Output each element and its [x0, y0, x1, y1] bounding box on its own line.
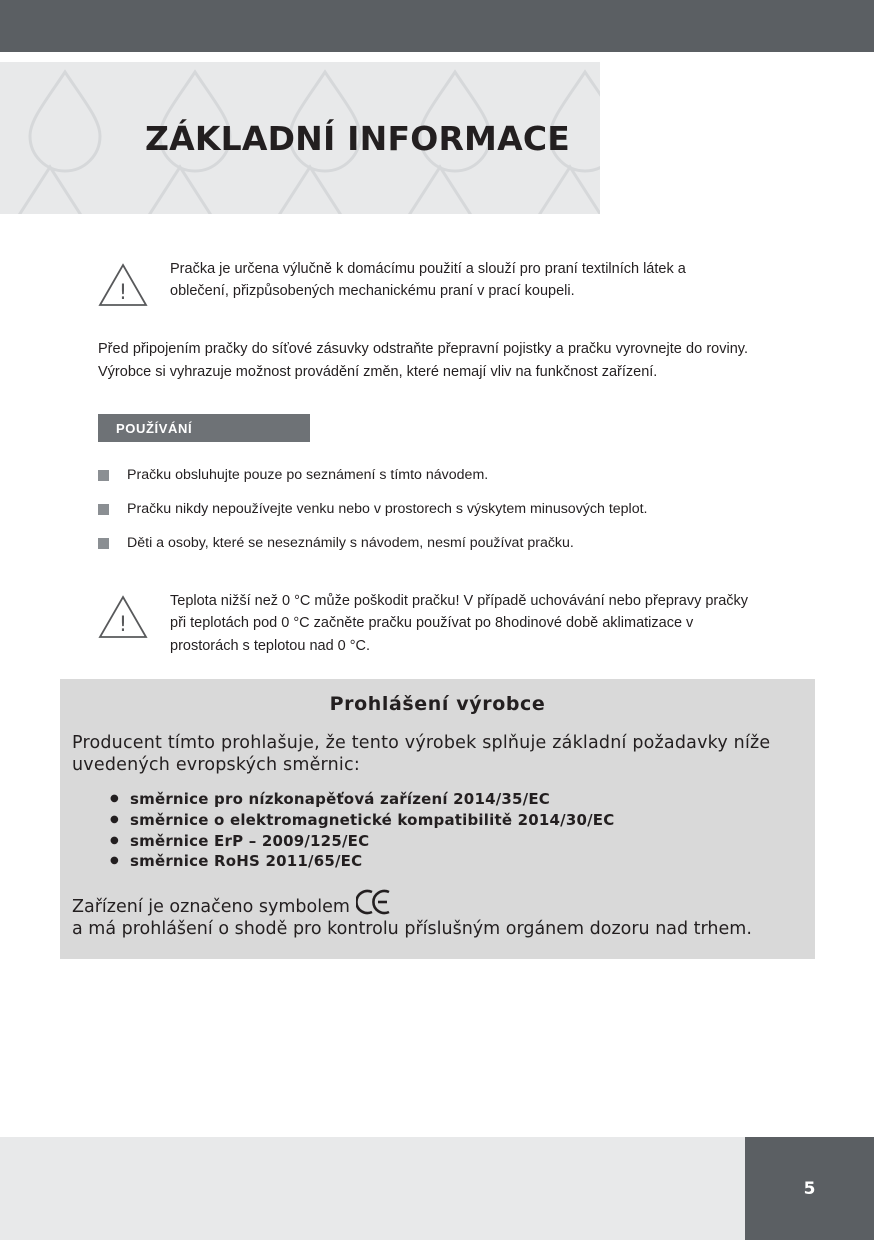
directives-list — [72, 789, 803, 872]
square-bullet-icon — [98, 538, 109, 549]
warning-triangle-icon — [98, 594, 148, 640]
warning-text-bottom: Teplota nižší než 0 °C může poškodit pračku! V případě uchovávání nebo přepravy pračky při teplotách pod 0 °C začněte pračku používat po 8hodinové době aklimatizace v prostorách s teplotou nad 0 °C. — [170, 593, 749, 654]
usage-bullet-list — [98, 466, 778, 554]
warning-triangle-icon — [98, 262, 148, 308]
list-item — [98, 500, 778, 520]
warning-block-top — [0, 258, 874, 308]
square-bullet-icon — [98, 470, 109, 481]
declaration-title: Prohlášení výrobce — [329, 693, 546, 716]
square-bullet-icon — [98, 504, 109, 515]
warning-text-top: Pračka je určena výlučně k domácímu použití a slouží pro praní textilních látek a oblečení, přizpůsobených mechanickému praní v prací koupeli. — [170, 261, 686, 300]
list-item — [98, 534, 778, 554]
ce-mark-icon — [356, 889, 392, 919]
manufacturer-declaration-box — [60, 679, 815, 958]
top-bar — [0, 0, 874, 52]
list-item — [98, 466, 778, 486]
ce-statement-before: Zařízení je označeno symbolem — [72, 896, 350, 917]
page-number: 5 — [745, 1137, 874, 1240]
ce-statement-after: a má prohlášení o shodě pro kontrolu příslušným orgánem dozoru nad trhem. — [72, 918, 752, 939]
ce-statement — [72, 886, 803, 941]
svg-text:!: ! — [118, 280, 128, 304]
list-item-text: Pračku nikdy nepoužívejte venku nebo v prostorech s výskytem minusových teplot. — [127, 501, 648, 518]
list-item-text: Děti a osoby, které se neseznámily s návodem, nesmí používat pračku. — [127, 535, 574, 552]
footer-bar — [0, 1137, 874, 1240]
page-title: ZÁKLADNÍ INFORMACE — [144, 118, 570, 158]
document-content — [0, 214, 874, 959]
title-banner — [0, 62, 600, 214]
declaration-intro: Producent tímto prohlašuje, že tento výrobek splňuje základní požadavky níže uvedených evropských směrnic: — [72, 733, 771, 776]
intro-paragraph: Před připojením pračky do síťové zásuvky odstraňte přepravní pojistky a pračku vyrovnejte do roviny. Výrobce si vyhrazuje možnost provádění změn, které nemají vliv na funkčnost zařízení. — [98, 341, 748, 381]
section-heading-usage: POUŽÍVÁNÍ — [98, 414, 310, 442]
list-item: ● směrnice o elektromagnetické kompatibilitě 2014/30/EC — [130, 810, 803, 831]
list-item: ● směrnice ErP – 2009/125/EC — [130, 831, 803, 852]
warning-block-bottom — [0, 590, 874, 657]
list-item: ● směrnice RoHS 2011/65/EC — [130, 851, 803, 872]
list-item-text: Pračku obsluhujte pouze po seznámení s tímto návodem. — [127, 467, 489, 484]
svg-text:!: ! — [118, 612, 128, 636]
list-item: ● směrnice pro nízkonapěťová zařízení 2014/35/EC — [130, 789, 803, 810]
